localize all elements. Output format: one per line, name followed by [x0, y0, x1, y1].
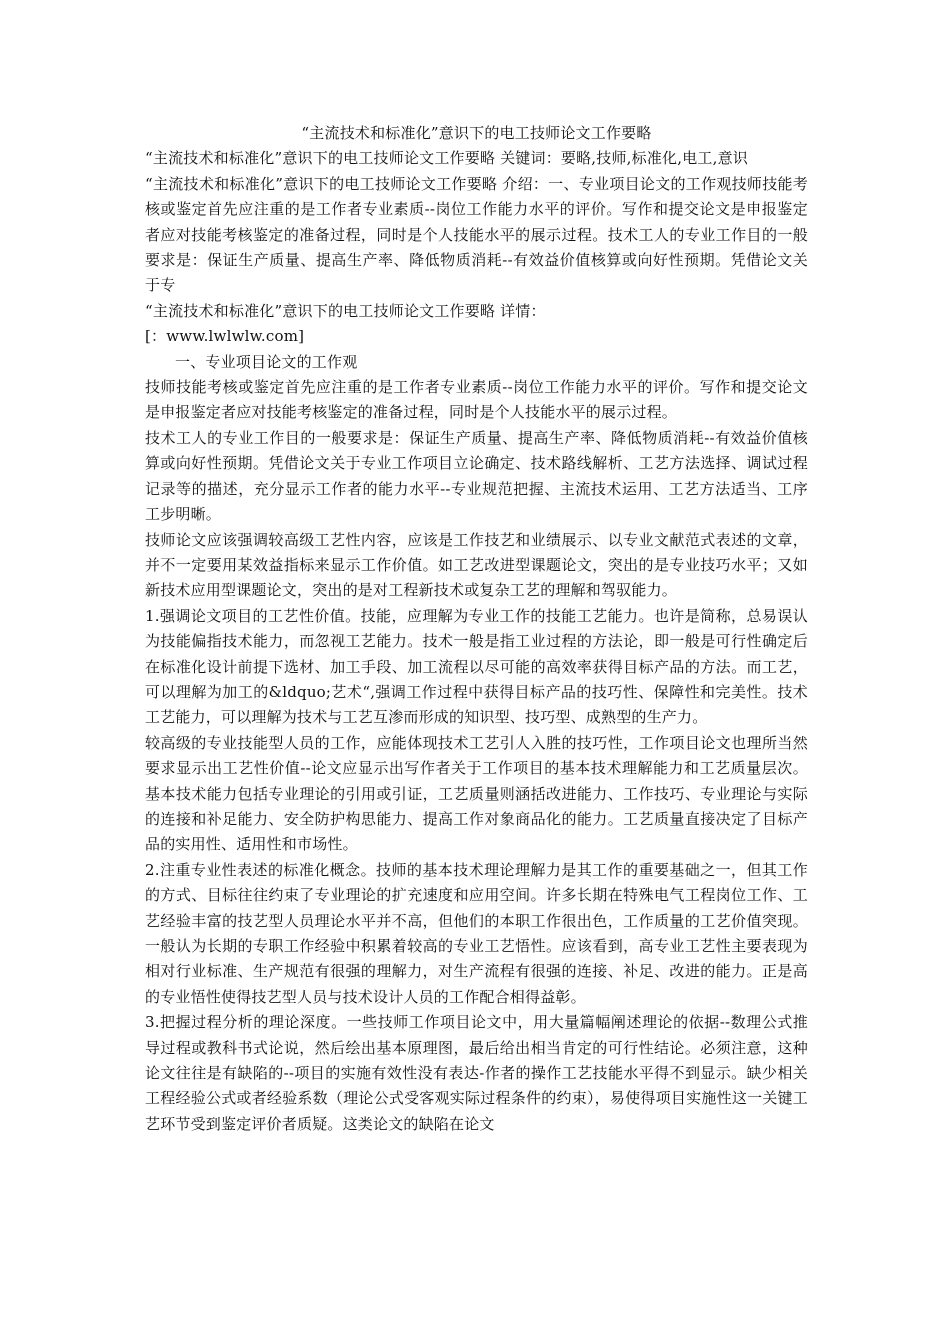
document-title: “主流技术和标准化”意识下的电工技师论文工作要略 [301, 124, 652, 142]
body-paragraph: 2.注重专业性表述的标准化概念。技师的基本技术理论理解力是其工作的重要基础之一，但其工作的方式、目标往往约束了专业理论的扩充速度和应用空间。许多长期在特殊电气工程岗位工作、工艺经验丰富的技艺型人员理论水平并不高，但他们的本职工作很出色，工作质量的工艺价值突现。一般认为长期的专职工作经验中积累着较高的专业工艺悟性。应该看到，高专业工艺性主要表现为相对行业标准、生产规范有很强的理解力，对生产流程有很强的连接、补足、改进的能力。正是高的专业悟性使得技艺型人员与技术设计人员的工作配合相得益彰。 [145, 860, 808, 1006]
body-paragraph: 技师论文应该强调较高级工艺性内容，应该是工作技艺和业绩展示、以专业文献范式表述的文章，并不一定要用某效益指标来显示工作价值。如工艺改进型课题论文，突出的是专业技巧水平；又如新技术应用型课题论文，突出的是对工程新技术或复杂工艺的理解和驾驭能力。 [145, 530, 808, 600]
document-page [145, 121, 808, 1137]
body-paragraph: 技术工人的专业工作目的一般要求是：保证生产质量、提高生产率、降低物质消耗--有效益价值核算或向好性预期。凭借论文关于专业工作项目立论确定、技术路线解析、工艺方法选择、调试过程记录等的描述，充分显示工作者的能力水平--专业规范把握、主流技术运用、工艺方法适当、工序工步明晰。 [145, 428, 808, 524]
details-heading: “主流技术和标准化”意识下的电工技师论文工作要略 详情： [145, 301, 546, 320]
body-paragraph: 技师技能考核或鉴定首先应注重的是工作者专业素质--岗位工作能力水平的评价。写作和提交论文是申报鉴定者应对技能考核鉴定的准备过程，同时是个人技能水平的展示过程。 [145, 378, 808, 422]
section-heading: 一、专业项目论文的工作观 [175, 352, 358, 371]
body-paragraph: 3.把握过程分析的理论深度。一些技师工作项目论文中，用大量篇幅阐述理论的依据--数理公式推导过程或教科书式论说，然后绘出基本原理图，最后给出相当肯定的可行性结论。必须注意，这种论文往往是有缺陷的--项目的实施有效性没有表达-作者的操作工艺技能水平得不到显示。缺少相关工程经验公式或者经验系数（理论公式受客观实际过程条件的约束），易使得项目实施性这一关键工艺环节受到鉴定评价者质疑。这类论文的缺陷在论文 [145, 1013, 808, 1133]
keywords-paragraph: “主流技术和标准化”意识下的电工技师论文工作要略 关键词：要略,技师,标准化,电工,意识 [145, 149, 748, 168]
source-link: [：www.lwlwlw.com] [145, 327, 305, 346]
body-paragraph: 较高级的专业技能型人员的工作，应能体现技术工艺引人入胜的技巧性，工作项目论文也理所当然要求显示出工艺性价值--论文应显示出写作者关于工作项目的基本技术理解能力和工艺质量层次。基本技术能力包括专业理论的引用或引证，工艺质量则涵括改进能力、工作技巧、专业理论与实际的连接和补足能力、安全防护构思能力、提高工作对象商品化的能力。工艺质量直接决定了目标产品的实用性、适用性和市场性。 [145, 733, 808, 854]
body-paragraph: 1.强调论文项目的工艺性价值。技能，应理解为专业工作的技能工艺能力。也许是简称，总易误认为技能偏指技术能力，而忽视工艺能力。技术一般是指工业过程的方法论，即一般是可行性确定后在标准化设计前提下选材、加工手段、加工流程以尽可能的高效率获得目标产品的方法。而工艺，可以理解为加工的&ldquo;艺术“,强调工作过程中获得目标产品的技巧性、保障性和完美性。技术工艺能力，可以理解为技术与工艺互渗而形成的知识型、技巧型、成熟型的生产力。 [145, 606, 808, 727]
intro-paragraph: “主流技术和标准化”意识下的电工技师论文工作要略 介绍：一、专业项目论文的工作观技师技能考核或鉴定首先应注重的是工作者专业素质--岗位工作能力水平的评价。写作和提交论文是申报鉴定者应对技能考核鉴定的准备过程，同时是个人技能水平的展示过程。技术工人的专业工作目的一般要求是：保证生产质量、提高生产率、降低物质消耗--有效益价值核算或向好性预期。凭借论文关于专 [145, 174, 808, 295]
